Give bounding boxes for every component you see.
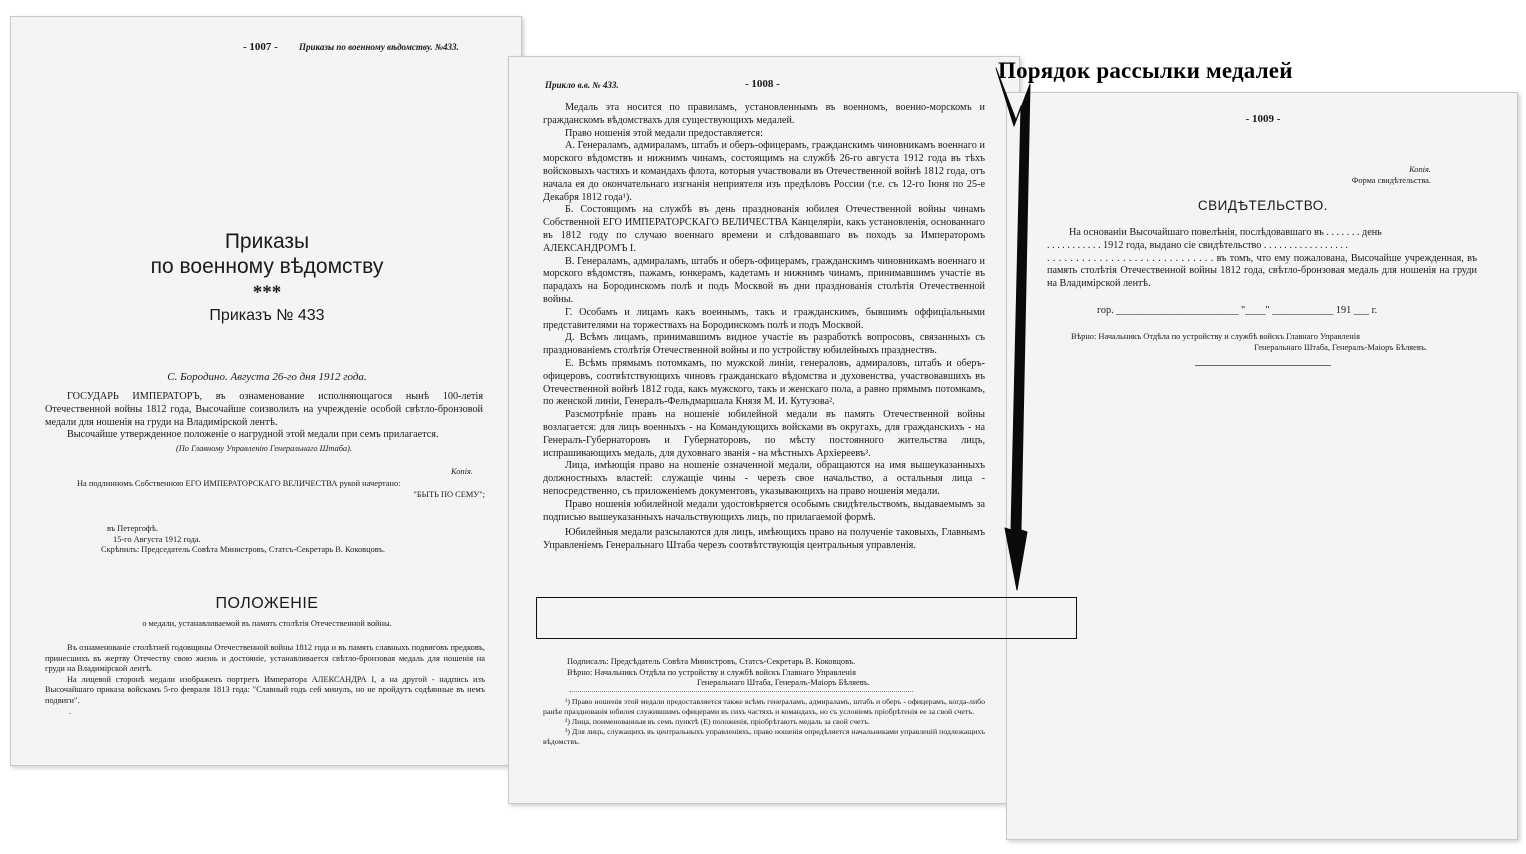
arrow-icon (990, 62, 1060, 602)
paragraph: Лица, имѣющія право на ношеніе означенной медали, обращаются на имя вышеуказанныхъ должностныхъ властей: служащіе чины - черезъ свое начальство, а остальныя лица - непосредственно, съ приложеніемъ документовъ, указывающихъ на право ношенія медали. (543, 460, 985, 497)
certificate-title: СВИДѢТЕЛЬСТВО. (1197, 198, 1329, 213)
certificate-body (1047, 227, 1477, 291)
byt-po-semu: "БЫТЬ ПО СЕМУ"; (413, 489, 485, 499)
footnotes (543, 697, 985, 747)
verno: Вѣрно: Начальникъ Отдѣла по устройству и службѣ войскъ Главнаго Управленія (1071, 332, 1360, 341)
page-number: - 1009 - (1245, 113, 1281, 125)
cert-line: . . . . . . . . . . . 1912 года, выдано сіе свидѣтельство . . . . . . . . . . . . . . . . . (1047, 239, 1348, 251)
polozhenie-body (45, 643, 485, 717)
paragraph: Въ ознаменованіе столѣтней годовщины Отечественной войны 1812 года и въ память славныхъ подвиговъ предковъ, принесшихъ въ жертву Отечеству свою жизнь и достояніе, устанавливается свѣтло-бронзовая медаль для ношенія на груди на Владимірской лентѣ. (45, 643, 485, 674)
verno-block (1071, 332, 1427, 353)
paragraph: Разсмотрѣніе правъ на ношеніе юбилейной медали въ память Отечественной войны возлагается: для лицъ военныхъ - на Командующихъ войсками въ округахъ, для гражданскихъ - на Генералъ-Губернаторовъ и Губернаторовъ, по мѣсту постоянного жительства лицъ, испрашивающихъ медаль, для духовнаго званія - на мѣстныхъ Архіереевъ³. (543, 409, 985, 459)
footnote: ²) Лица, поименованныя въ семъ пунктѣ (Е) положенія, пріобрѣтаютъ медаль за свой счетъ. (565, 717, 870, 726)
original-sign-text: На подлинномъ Собственною ЕГО ИМПЕРАТОРСКАГО ВЕЛИЧЕСТВА рукой начертано: (77, 479, 401, 488)
form-label: Форма свидѣтельства. (1351, 175, 1431, 185)
paragraph: Медаль эта носится по правиламъ, установленнымъ въ военномъ, военно-морскомъ и гражданскомъ вѣдомствахъ для существующихъ медалей. (543, 102, 985, 126)
order-number: Приказъ № 433 (209, 307, 325, 324)
page-1008 (508, 56, 1020, 804)
page-1009 (1006, 92, 1518, 840)
footnote-divider (569, 691, 913, 692)
order-body (45, 391, 483, 455)
verno-2: Генеральнаго Штаба, Генералъ-Маіоръ Бѣляевъ. (697, 678, 870, 688)
copy-label: Копія. (451, 467, 473, 476)
paragraph: Право ношенія этой медали предоставляется: (565, 127, 763, 139)
cert-line: На основаніи Высочайшаго повелѣнія, послѣдовавшаго въ . . . . . . . день (1069, 227, 1382, 238)
paragraph-d: Д. Всѣмъ лицамъ, принимавшимъ видное участіе въ разработкѣ вопросовъ, связанныхъ съ празднованіемъ столѣтія Отечественной войны и по устройству юбилейныхъ празднествъ. (543, 332, 985, 357)
countersign: Скрѣпилъ: Председатель Совѣта Министровъ, Статсъ-Секретарь В. Коковцовъ. (101, 545, 385, 555)
regulation-body (543, 102, 985, 553)
footnote: ³) Для лицъ, служащихъ въ центральныхъ управленіяхъ, право ношенія опредѣляется начальниками управленій подлежащихъ вѣдомствъ. (543, 727, 985, 746)
paragraph-e: Е. Всѣмъ прямымъ потомкамъ, по мужской линіи, генераловъ, адмираловъ, штабъ и оберъ-офицеровъ, соотвѣтствующихъ чиновъ гражданскаго вѣдомства и духовенства, участвовавшихъ въ Отечественной войнѣ 1812 года, какъ мужского, такъ и женскаго пола, а равно прямымъ потомкамъ, по женской линіи, Генералъ-Фельдмаршала Князя М. И. Кутузова². (543, 357, 985, 408)
verno: Вѣрно: Начальникъ Отдѣла по устройству и службѣ войскъ Главнаго Управленія (567, 667, 856, 677)
city-date-line: гор. ________________________ "____" ____________ 191 ___ г. (1097, 305, 1378, 316)
by-gsh: (По Главному Управленію Генеральнаго Штаба). (175, 444, 353, 454)
paragraph: Право ношенія юбилейной медали удостовѣряется особымъ свидѣтельствомъ, выдаваемымъ за подписью вышеуказанныхъ начальствующихъ лицъ, по прилагаемой формѣ. (543, 498, 985, 523)
title-line-2: по военному вѣдомству (150, 255, 384, 278)
peterhof-block (101, 524, 385, 556)
peterhof-date: 15-го Августа 1912 года. (113, 534, 201, 544)
place-date: С. Бородино. Августа 26-го дня 1912 года. (167, 371, 367, 383)
title-line-1: Приказы (224, 230, 310, 253)
highlight-box (536, 597, 1077, 639)
copy-form (1207, 165, 1431, 186)
paragraph: ГОСУДАРЬ ИМПЕРАТОРЪ, въ ознаменование исполняющагося нынѣ 100-летія Отечественной войны 1812 года, Высочайше соизволилъ на учрежденіе особой свѣтло-бронзовой медали для ношенія на груди на Владимірской лентѣ. (45, 391, 483, 428)
page-header: Приказы по военному вѣдомству. №433. (299, 42, 459, 52)
page-header: Прикло в.в. № 433. (545, 80, 619, 90)
copy-label: Копія. (1409, 165, 1431, 174)
dot: . (69, 706, 72, 716)
annotation-title: Порядок рассылки медалей (998, 58, 1293, 83)
signature-line (1195, 365, 1331, 366)
paragraph-g: Г. Особамъ и лицамъ какъ военнымъ, такъ и гражданскимъ, бывшимъ оффиціальными представителями на торжествахъ на Бородинскомъ полѣ и подъ Москвой. (543, 306, 985, 331)
paragraph-v: В. Генераламъ, адмираламъ, штабъ и оберъ-офицерамъ, гражданскимъ чиновникамъ военнаго и морского вѣдомствъ, пажамъ, юнкерамъ, кадетамъ и нижнимъ чинамъ, принимавшимъ участіе въ парадахъ на Бородинскомъ полѣ и подъ Москвой въ дни празднованія столѣтія Отечественной войны. (543, 255, 985, 305)
page-number: - 1008 - (745, 78, 780, 90)
paragraph-a: А. Генераламъ, адмираламъ, штабъ и оберъ-офицерамъ, гражданскимъ чиновникамъ военнаго и морского вѣдомствъ и нижнимъ чинамъ, состоящимъ на службѣ 26-го августа 1912 года въ тѣхъ войсковыхъ частяхъ и командахъ флота, которыя участвовали въ Отечественной войнѣ 1812 года, отъ начала ея до окончательнаго изгнанія неприятеля изъ предѣловъ России (т.е. съ 12-го Іюня по 25-е Декабря 1812 года¹). (543, 140, 985, 203)
page-number: - 1007 - (243, 41, 278, 53)
title-stars: *** (252, 282, 282, 303)
peterhof: въ Петергофѣ. (107, 524, 158, 533)
verno-2: Генеральнаго Штаба, Генералъ-Маіоръ Бѣляевъ. (1254, 342, 1427, 352)
paragraph: Высочайше утвержденное положеніе о нагрудной этой медали при семъ прилагается. (67, 429, 439, 441)
paragraph-b: Б. Состоящимъ на службѣ въ день празднованія юбилея Отечественной войны чинамъ Собственной ЕГО ИМПЕРАТОРСКАГО ВЕЛИЧЕСТВА Канцеляріи, какъ установленія, основаннаго въ 1812 году по случаю военнаго времени и слѣдовавшаго въ походъ за Императоромъ АЛЕКСАНДРОМЪ I. (543, 204, 985, 254)
cert-line: . . . . . . . . . . . . . . . . . . . . . . . . . . . . . въ томъ, что ему пожалована, Высочайше учрежденная, въ память столѣтія Отечественной войны 1812 года, свѣтло-бронзовая медаль для ношенія на груди на Владимірской лентѣ. (1047, 252, 1477, 290)
polozhenie-subtitle: о медали, устанавливаемой въ память столѣтія Отечественной войны. (142, 619, 392, 628)
footnote: ¹) Право ношенія этой медали предоставляется также всѣмъ генераламъ, адмираламъ, штабъ и оберъ - офицерамъ, когда-либо ранѣе празднованія юбилея служившимъ офицерами въ сихъ частяхъ и командахъ, но съ условіемъ пріобрѣтенія ее за свой счетъ. (543, 697, 985, 716)
document-title (11, 229, 523, 279)
signed: Подписалъ: Предсѣдатель Совѣта Министровъ, Статсъ-Секретарь В. Коковцовъ. (567, 657, 856, 666)
paragraph: На лицевой сторонѣ медали изображенъ портретъ Императора АЛЕКСАНДРА I, а на другой - надпись изъ Высочайшаго приказа войскамъ 5-го февраля 1813 года: "Славный годъ сей минулъ, но не пройдутъ содѣянные въ немъ подвиги". (45, 674, 485, 705)
highlighted-paragraph: Юбилейныя медали разсылаются для лицъ, имѣющихъ право на полученіе таковыхъ, Главнымъ Управленіемъ Генеральнаго Штаба черезъ соотвѣтствующія центральныя управленія. (543, 527, 985, 552)
signature-block (567, 657, 967, 689)
page-1007 (10, 16, 522, 766)
polozhenie-title: ПОЛОЖЕНІЕ (215, 595, 319, 612)
original-signature (77, 479, 485, 500)
